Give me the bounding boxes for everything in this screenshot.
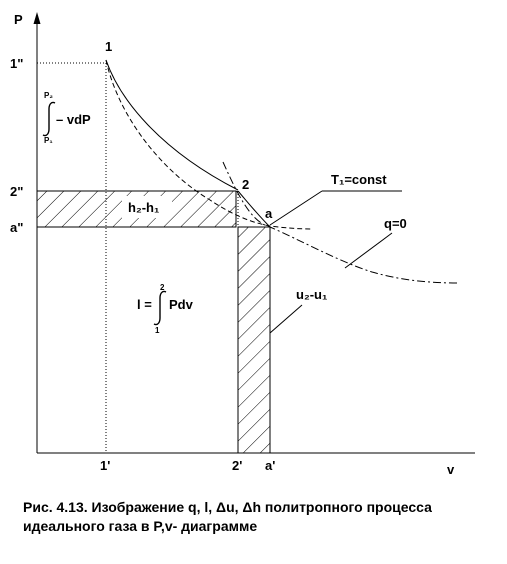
tech-integral-lower: P₁ — [44, 136, 53, 145]
figure-caption — [23, 498, 493, 536]
x-tick-2: 2' — [232, 458, 243, 473]
adiabat-label: q=0 — [384, 216, 407, 231]
x-tick-a: a' — [265, 458, 276, 473]
u-diff-hatched-area — [238, 227, 270, 453]
isotherm-label: T₁=const — [331, 172, 387, 187]
caption-line-2: идеального газа в P,v- диаграмме — [23, 518, 258, 534]
y-axis-arrow — [34, 12, 41, 24]
y-tick-1: 1" — [10, 56, 24, 71]
work-integral-lower: 1 — [155, 326, 160, 335]
tech-integral-integrand: – vdP — [56, 112, 91, 127]
u-diff-label: u₂-u₁ — [296, 287, 328, 302]
work-integral-upper: 2 — [160, 283, 165, 292]
work-integral — [137, 283, 194, 335]
caption-line-1: Рис. 4.13. Изображение q, l, Δu, Δh политропного процесса — [23, 499, 432, 515]
x-axis-label: v — [447, 462, 455, 477]
y-axis-label: P — [14, 12, 23, 27]
work-integral-integrand: Pdv — [169, 297, 193, 312]
point-a-label: a — [265, 206, 273, 221]
work-integral-sign — [154, 291, 166, 324]
leader-lines — [270, 191, 402, 333]
y-tick-2: 2" — [10, 184, 24, 199]
tech-integral-upper: P₂ — [44, 91, 53, 100]
tech-integral-sign — [43, 102, 55, 135]
h-diff-label: h₂-h₁ — [128, 200, 160, 215]
x-tick-1: 1' — [100, 458, 111, 473]
work-integral-lhs: l = — [137, 297, 152, 312]
point-1-label: 1 — [105, 39, 113, 54]
point-2-label: 2 — [242, 177, 250, 192]
y-tick-a: a" — [10, 220, 24, 235]
tech-work-integral — [43, 91, 91, 145]
